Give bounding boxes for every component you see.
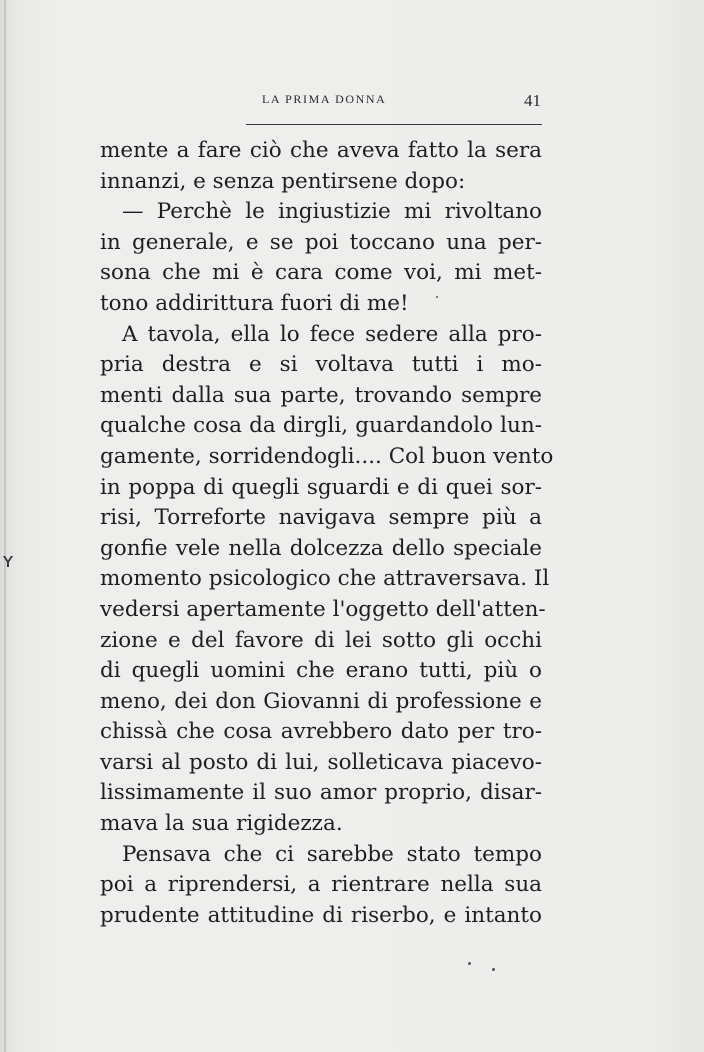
text-line: A tavola, ella lo fece sedere alla pro-: [122, 321, 542, 347]
text-line: in generale, e se poi toccano una per-: [100, 229, 542, 255]
speck: [468, 962, 471, 965]
text-line: mava la sua rigidezza.: [100, 811, 343, 837]
text-line: chissà che cosa avrebbero dato per tro-: [100, 719, 542, 745]
text-line: lissimamente il suo amor proprio, disar-: [100, 780, 542, 806]
text-line: pria destra e si voltava tutti i mo-: [100, 352, 542, 378]
text-line: qualche cosa da dirgli, guardandolo lun-: [100, 413, 542, 439]
text-line: tono addirittura fuori di me!: [100, 290, 409, 316]
text-line: meno, dei don Giovanni di professione e: [100, 688, 542, 714]
text-line: gonfie vele nella dolcezza dello speciale: [100, 535, 542, 561]
page-number: 41: [524, 91, 541, 110]
header-rule: [246, 124, 542, 125]
text-line: sona che mi è cara come voi, mi met-: [100, 260, 542, 286]
speck: [436, 296, 438, 298]
text-line: mente a fare ciò che aveva fatto la sera: [100, 138, 542, 163]
text-line: gamente, sorridendogli.... Col buon vento: [100, 443, 554, 469]
text-line: Pensava che ci sarebbe stato tempo: [122, 841, 542, 867]
text-line: innanzi, e senza pentirsene dopo:: [100, 168, 466, 194]
text-line: varsi al posto di lui, solleticava piacevo-: [100, 749, 542, 775]
speck: [492, 968, 495, 971]
page-header: [0, 0, 704, 130]
body-text: [100, 136, 554, 931]
text-line: in poppa di quegli sguardi e di quei sor-: [100, 474, 542, 500]
text-line: di quegli uomini che erano tutti, più o: [100, 658, 542, 684]
text-line: prudente attitudine di riserbo, e intanto: [100, 902, 542, 928]
text-line: vedersi apertamente l'oggetto dell'atten-: [100, 596, 546, 622]
running-title: LA PRIMA DONNA: [262, 92, 387, 106]
text-line: poi a riprendersi, a rientrare nella sua: [100, 872, 542, 898]
page-left-edge: [4, 0, 6, 1052]
text-line: momento psicologico che attraversava. Il: [100, 566, 550, 592]
text-line: zione e del favore di lei sotto gli occhi: [100, 627, 542, 653]
text-line: menti dalla sua parte, trovando sempre: [100, 382, 542, 408]
margin-tick-icon: ʏ: [2, 548, 15, 572]
text-line: — Perchè le ingiustizie mi rivoltano: [122, 199, 542, 225]
text-line: risi, Torreforte navigava sempre più a: [100, 505, 542, 531]
